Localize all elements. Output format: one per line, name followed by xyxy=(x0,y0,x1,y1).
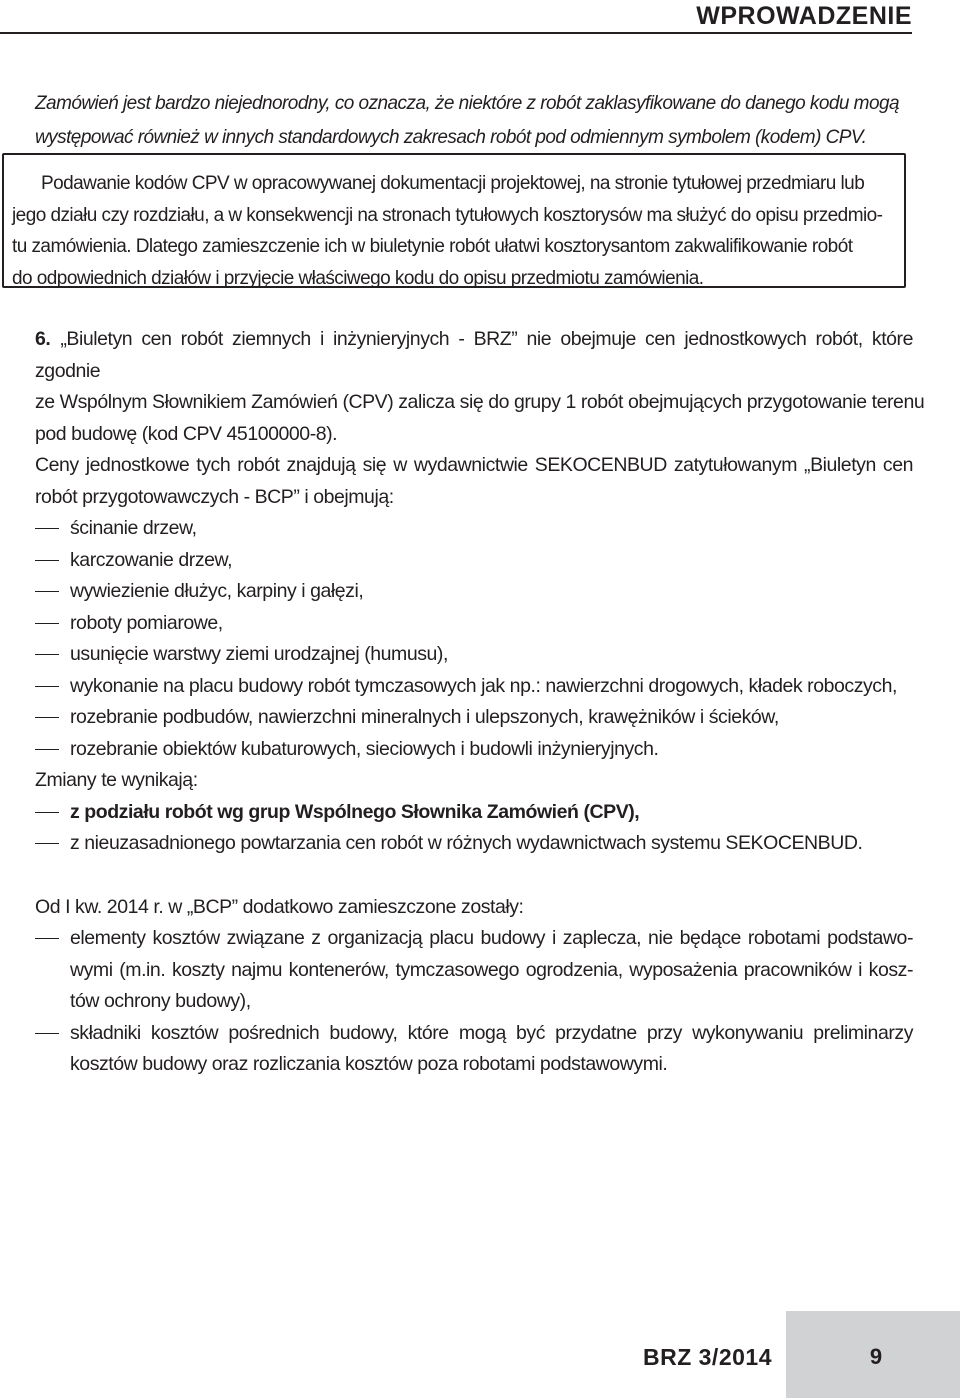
dash-icon xyxy=(35,654,59,655)
dash-icon xyxy=(35,717,59,718)
para1-line: pod budowę (kod CPV 45100000-8). xyxy=(35,422,338,445)
dash-icon xyxy=(35,623,59,624)
list-item: karczowanie drzew, xyxy=(35,545,913,577)
box-line: tu zamówienia. Dlatego zamieszczenie ich w biuletynie robót ułatwi kosztorysantom zakwalifikowanie robót xyxy=(12,236,853,257)
list-item: rozebranie podbudów, nawierzchni mineralnych i ulepszonych, krawężników i ścieków, xyxy=(35,702,913,734)
list-item: roboty pomiarowe, xyxy=(35,608,913,640)
page-number: 9 xyxy=(869,1344,883,1369)
changes-intro: Zmiany te wynikają: xyxy=(35,769,198,791)
dash-icon xyxy=(35,938,59,939)
cpv-info-box xyxy=(2,153,906,288)
dash-icon xyxy=(35,591,59,592)
dash-icon xyxy=(35,686,59,687)
box-line: jego działu czy rozdziału, a w konsekwencji na stronach tytułowych kosztorysów ma służyć do opisu przedmio- xyxy=(12,204,883,226)
dash-icon xyxy=(35,843,59,844)
section-paragraph-1 xyxy=(35,324,925,450)
dash-icon xyxy=(35,812,59,813)
dash-icon xyxy=(35,1033,59,1034)
para1-line: ze Wspólnym Słownikiem Zamówień (CPV) zalicza się do grupy 1 robót obejmujących przygotowanie terenu xyxy=(35,391,925,413)
list-item: wykonanie na placu budowy robót tymczasowych jak np.: nawierzchni drogowych, kładek roboczych, xyxy=(35,671,913,703)
page-header-title: WPROWADZENIE xyxy=(696,2,912,30)
list-item: ścinanie drzew, xyxy=(35,513,913,545)
para2-line: robót przygotowawczych - BCP” i obejmują: xyxy=(35,485,394,508)
header-rule xyxy=(0,32,912,34)
box-line: do odpowiednich działów i przyjęcie właściwego kodu do opisu przedmiotu zamówienia. xyxy=(12,267,704,289)
section-paragraph-3: Od I kw. 2014 r. w „BCP” dodatkowo zamieszczone zostały: xyxy=(35,895,524,918)
intro-paragraph xyxy=(35,87,905,155)
list-item: usunięcie warstwy ziemi urodzajnej (humusu), xyxy=(35,639,913,671)
list-item: z podziału robót wg grup Wspólnego Słownika Zamówień (CPV), xyxy=(35,797,913,829)
list-item: rozebranie obiektów kubaturowych, sieciowych i budowli inżynieryjnych. xyxy=(35,734,913,766)
list-item: z nieuzasadnionego powtarzania cen robót w różnych wydawnictwach systemu SEKOCENBUD. xyxy=(35,828,913,860)
dash-icon xyxy=(35,528,59,529)
section-number: 6. xyxy=(35,328,51,350)
intro-line: Zamówień jest bardzo niejednorodny, co oznacza, że niektóre z robót zaklasyfikowane do danego kodu mogą xyxy=(35,93,899,114)
spacer xyxy=(35,860,913,892)
list-item: składniki kosztów pośrednich budowy, które mogą być przydatne przy wykonywaniu preliminarzy kosztów budowy oraz rozliczania kosztów poza robotami podstawowymi. xyxy=(35,1018,913,1081)
footer-publication-label: BRZ 3/2014 xyxy=(642,1344,772,1370)
dash-icon xyxy=(35,749,59,750)
list-item: elementy kosztów związane z organizacją placu budowy i zaplecza, nie będące robotami podstawo- wymi (m.in. koszty najmu kontenerów, tymczasowego ogrodzenia, wyposażenia pracowników i kosz- tów ochrony budowy), xyxy=(35,923,913,1018)
changes-list xyxy=(35,797,913,860)
intro-line: występować również w innych standardowych zakresach robót pod odmiennym symbolem (kodem) CPV. xyxy=(35,127,867,148)
list-item: wywiezienie dłużyc, karpiny i gałęzi, xyxy=(35,576,913,608)
bcp-scope-list xyxy=(35,513,913,765)
dash-icon xyxy=(35,560,59,561)
box-line: Podawanie kodów CPV w opracowywanej dokumentacji projektowej, na stronie tytułowej przedmiaru lub xyxy=(41,173,865,194)
bcp-additions-list xyxy=(35,923,913,1081)
section-6 xyxy=(35,324,925,1081)
section-paragraph-2 xyxy=(35,450,913,513)
para2-line: Ceny jednostkowe tych robót znajdują się w wydawnictwie SEKOCENBUD zatytułowanym „Biuletyn cen xyxy=(35,454,913,476)
para1-line: „Biuletyn cen robót ziemnych i inżynieryjnych - BRZ” nie obejmuje cen jednostkowych robót, które zgodnie xyxy=(35,328,913,382)
